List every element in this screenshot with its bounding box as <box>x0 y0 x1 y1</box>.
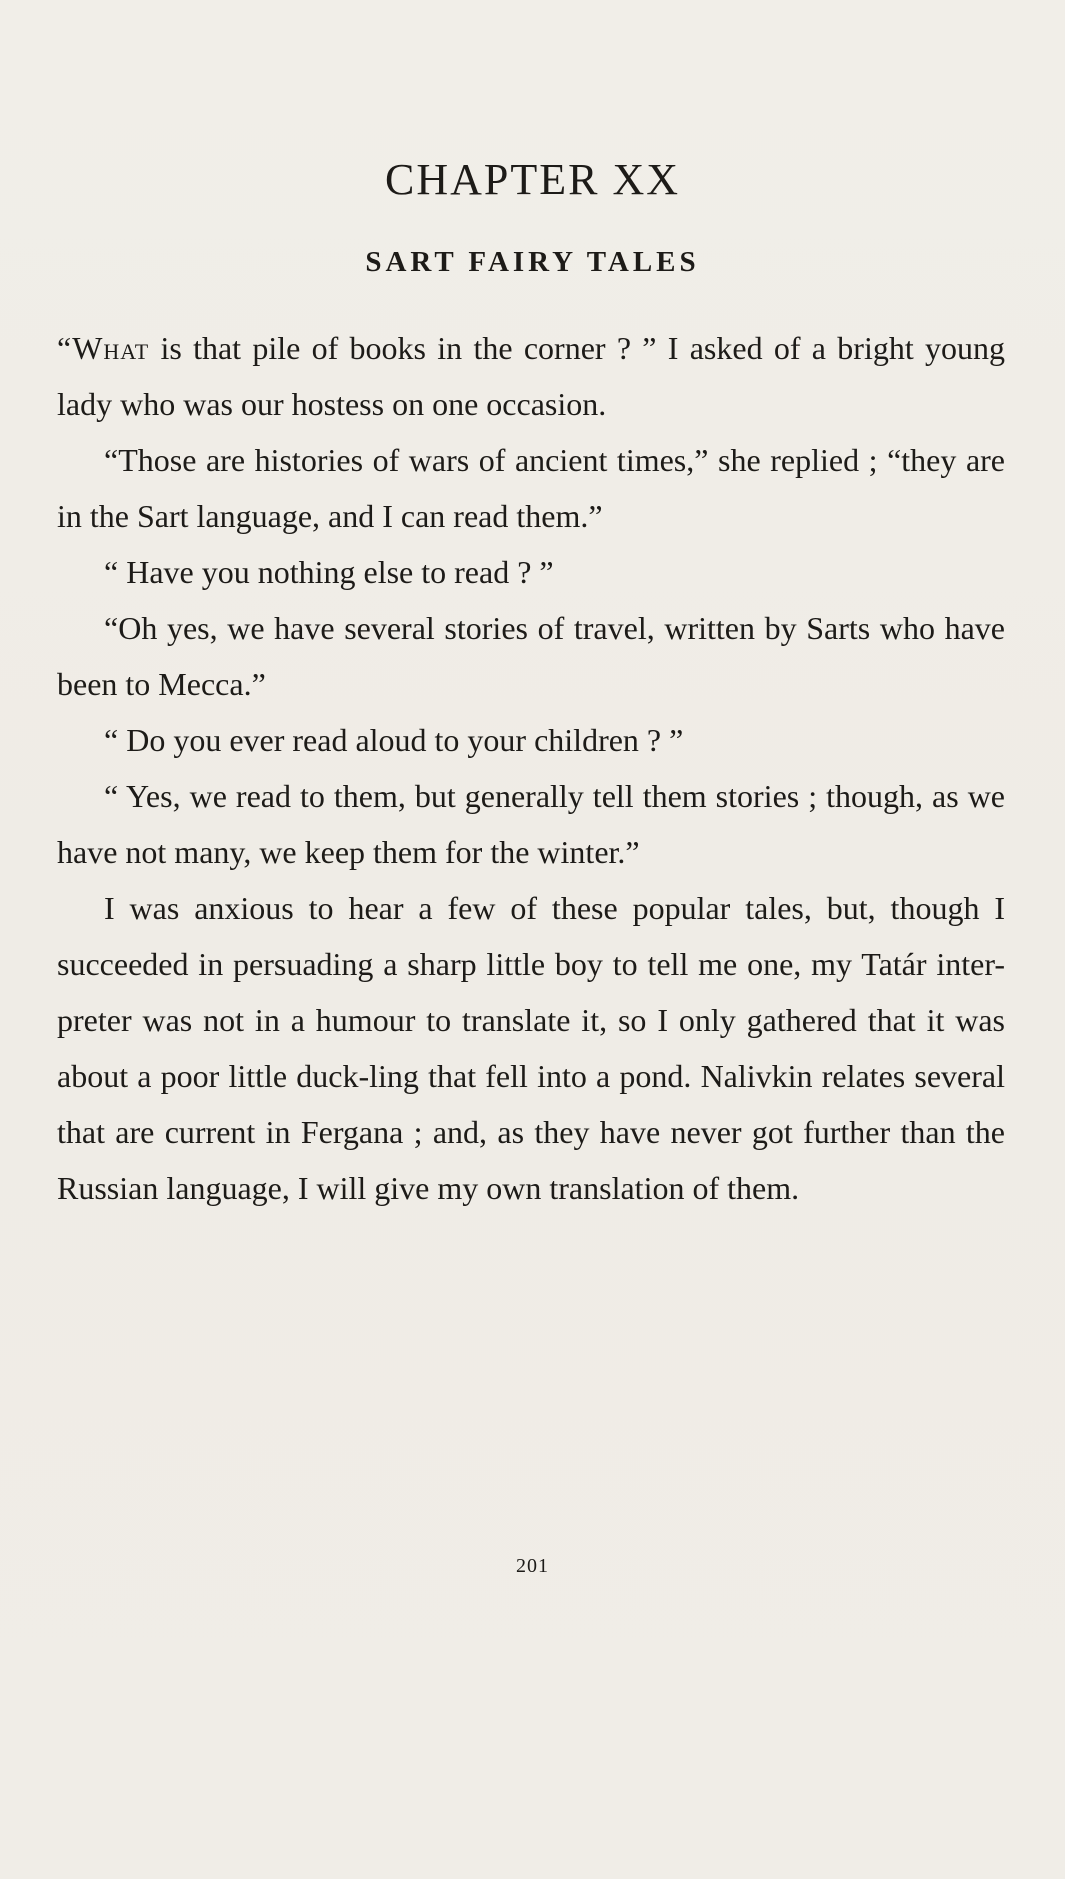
paragraph <box>57 600 1005 712</box>
paragraph <box>57 880 1005 1216</box>
paragraph-text: I was anxious to hear a few of these popular tales, but, though I succeeded in persuading a sharp little boy to tell me one, my Tatár inter-preter was not in a humour to translate it, so I only gathered that it was about a poor little duck-ling that fell into a pond. Nalivkin relates several that are current in Fergana ; and, as they have never got further than the Russian language, I will give my own translation of them. <box>57 890 1005 1206</box>
paragraph <box>57 544 1005 600</box>
paragraph <box>57 320 1005 432</box>
paragraph-text: “Oh yes, we have several stories of travel, written by Sarts who have been to Mecca.” <box>57 610 1005 702</box>
paragraph-text: is that pile of books in the corner ? ” I asked of a bright young lady who was our hostess on one occasion. <box>57 330 1005 422</box>
paragraph-lead-word: “What <box>57 330 150 366</box>
body-text <box>57 320 1005 1216</box>
paragraph-text: “ Do you ever read aloud to your children ? ” <box>104 722 684 758</box>
chapter-title: CHAPTER XX <box>384 155 681 204</box>
paragraph-text: “ Have you nothing else to read ? ” <box>104 554 554 590</box>
chapter-subtitle: SART FAIRY TALES <box>365 246 700 278</box>
paragraph <box>57 712 1005 768</box>
paragraph-text: “Those are histories of wars of ancient times,” she replied ; “they are in the Sart language, and I can read them.” <box>57 442 1005 534</box>
paragraph <box>57 432 1005 544</box>
page-number: 201 <box>516 1555 549 1577</box>
paragraph <box>57 768 1005 880</box>
paragraph-text: “ Yes, we read to them, but generally tell them stories ; though, as we have not many, we keep them for the winter.” <box>57 778 1005 870</box>
